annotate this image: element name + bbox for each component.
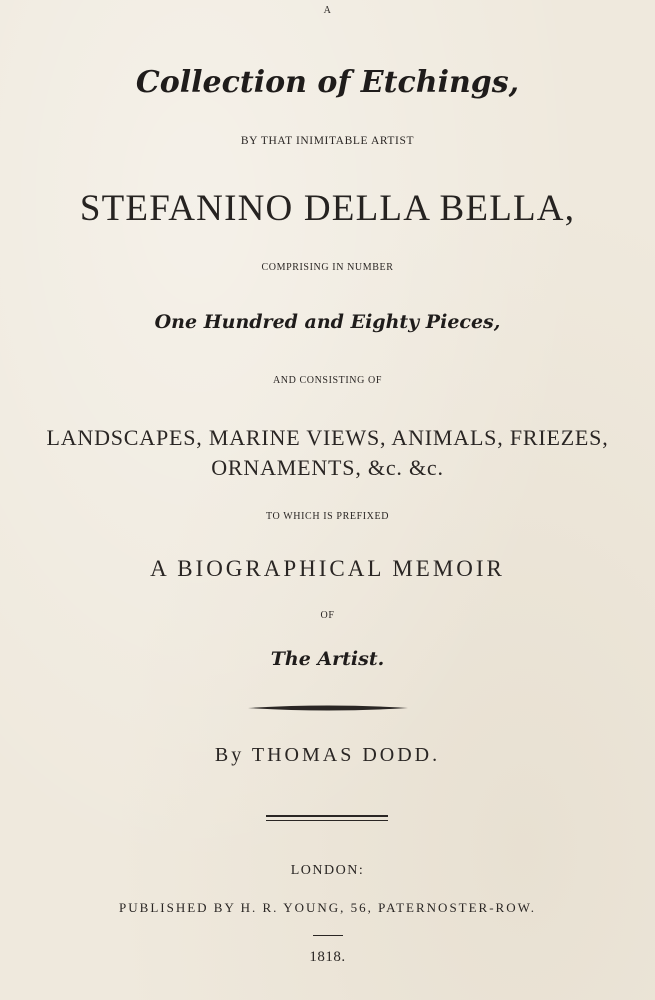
double-rule-bottom	[266, 820, 388, 821]
comprising-line: COMPRISING IN NUMBER	[261, 262, 394, 273]
publisher-line: PUBLISHED BY H. R. YOUNG, 56, PATERNOSTER-ROW.	[119, 900, 536, 915]
of-line: OF	[320, 610, 335, 621]
london-line: LONDON:	[290, 863, 365, 878]
consisting-line: AND CONSISTING OF	[272, 375, 383, 386]
memoir-title: A BIOGRAPHICAL MEMOIR	[150, 556, 505, 581]
collection-title: Collection of Etchings,	[135, 65, 520, 100]
artist-name: STEFANINO DELLA BELLA,	[79, 188, 576, 229]
year-line: 1818.	[309, 949, 346, 965]
prefixed-line: TO WHICH IS PREFIXED	[265, 511, 390, 522]
swelled-rule	[248, 703, 408, 713]
subjects-line-2: ORNAMENTS, &c. &c.	[211, 455, 444, 480]
pieces-line: One Hundred and Eighty Pieces,	[154, 311, 501, 333]
year-rule	[313, 935, 343, 936]
author-line: By THOMAS DODD.	[214, 744, 441, 766]
the-artist-line: The Artist.	[270, 648, 385, 670]
subjects-line-1: LANDSCAPES, MARINE VIEWS, ANIMALS, FRIEZES,	[46, 425, 609, 450]
by-artist-line: BY THAT INIMITABLE ARTIST	[240, 135, 415, 147]
article-a: A	[323, 5, 332, 16]
double-rule-top	[266, 815, 388, 817]
